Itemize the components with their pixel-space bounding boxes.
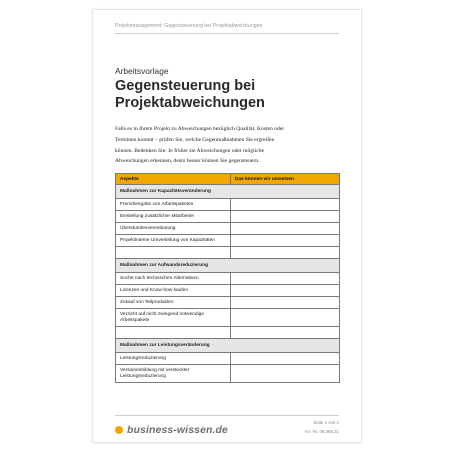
input-cell[interactable] [231, 199, 340, 211]
document-kicker: Arbeitsvorlage [115, 66, 169, 76]
aspect-cell: Fremdvergabe von Arbeitspaketen [116, 199, 231, 211]
aspect-cell [116, 309, 231, 327]
input-cell[interactable] [231, 327, 340, 339]
input-cell[interactable] [231, 235, 340, 247]
title-line-2: Projektabweichungen [115, 95, 265, 111]
input-cell[interactable] [231, 365, 340, 383]
section-title: Maßnahmen zur Leistungsveränderung [116, 339, 340, 353]
brand-logo[interactable] [115, 424, 228, 436]
intro-line: Falls es in Ihrem Projekt zu Abweichungen bezüglich Qualität, Kosten oder [115, 126, 285, 132]
input-cell[interactable] [231, 309, 340, 327]
input-cell[interactable] [231, 285, 340, 297]
table-row-empty [116, 247, 340, 259]
input-cell[interactable] [231, 211, 340, 223]
aspect-line: Versionenbildung mit versteckter [120, 367, 190, 373]
table-row [116, 365, 340, 383]
column-header-umsetzen: Das können wir umsetzen [231, 174, 340, 185]
table-header-row [116, 174, 340, 185]
header-divider [115, 33, 339, 34]
aspect-line: Arbeitspakete [120, 317, 150, 323]
table-row [116, 285, 340, 297]
table-row [116, 199, 340, 211]
section-row-leistung [116, 339, 340, 353]
input-cell[interactable] [231, 223, 340, 235]
aspect-line: Verzicht auf nicht zwingend notwendige [120, 311, 204, 317]
running-header: Projektmanagement: Gegensteuerung bei Projektabweichungen [115, 23, 263, 29]
intro-line: können. Bedenken Sie: Je früher sie Abweichungen oder mögliche [115, 147, 264, 154]
measures-table [115, 173, 340, 383]
column-header-aspekte: Aspekte [116, 174, 231, 185]
section-row-aufwand [116, 259, 340, 273]
table-row [116, 353, 340, 365]
logo-dot-icon [115, 426, 123, 434]
article-number: Art.-Nr. 06.088.21 [304, 429, 339, 434]
table-row-empty [116, 327, 340, 339]
brand-name: business-wissen.de [127, 424, 229, 436]
input-cell[interactable] [231, 273, 340, 285]
aspect-cell [116, 365, 231, 383]
section-title: Maßnahmen zur Aufwandsreduzierung [116, 259, 340, 273]
input-cell[interactable] [231, 353, 340, 365]
aspect-cell: Überstundenvereinbarung [116, 223, 231, 235]
intro-line: Abweichungen erkennen, desto besser können Sie gegensteuern. [115, 158, 260, 165]
page-number: Seite 1 von 2 [313, 420, 339, 425]
aspect-cell: Lizenzen und Know-how kaufen [116, 285, 231, 297]
aspect-cell: Einstellung zusätzlicher Mitarbeiter [116, 211, 231, 223]
aspect-cell: Zukauf von Teilprodukten [116, 297, 231, 309]
table-row [116, 211, 340, 223]
intro-line: Terminen kommt – prüfen Sie, welche Gegenmaßnahmen Sie ergreifen [115, 136, 275, 143]
section-row-kapazitaet [116, 185, 340, 199]
aspect-cell: Leistungsreduzierung [116, 353, 231, 365]
intro-paragraph [115, 124, 340, 167]
table-row [116, 235, 340, 247]
empty-cell[interactable] [116, 327, 231, 339]
table-row [116, 273, 340, 285]
table-row [116, 309, 340, 327]
table-row [116, 223, 340, 235]
aspect-cell: Suche nach technischen Alternativen [116, 273, 231, 285]
footer-divider [115, 415, 339, 416]
input-cell[interactable] [231, 247, 340, 259]
section-title: Maßnahmen zur Kapazitätsveränderung [116, 185, 340, 199]
table-row [116, 297, 340, 309]
page-title [115, 78, 345, 112]
empty-cell[interactable] [116, 247, 231, 259]
title-line-1: Gegensteuerung bei [115, 78, 256, 94]
document-page [92, 9, 362, 443]
aspect-cell: Projektinterne Umverteilung von Kapazitäten [116, 235, 231, 247]
input-cell[interactable] [231, 297, 340, 309]
aspect-line: Leistungsreduzierung [120, 373, 166, 379]
